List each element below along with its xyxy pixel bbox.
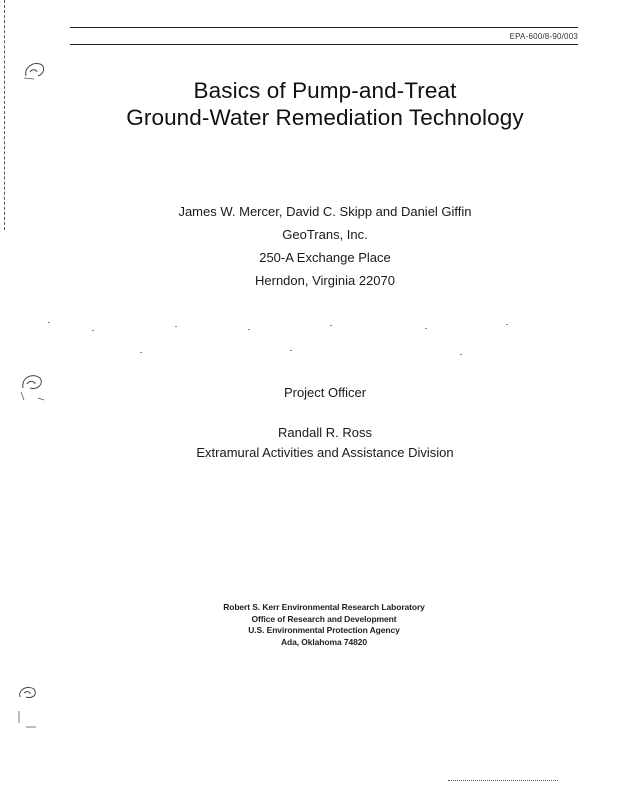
author-street-address: 250-A Exchange Place bbox=[259, 250, 391, 265]
project-officer-heading: Project Officer bbox=[283, 385, 367, 400]
project-officer-block bbox=[0, 383, 618, 463]
scan-speckle bbox=[48, 322, 50, 323]
laboratory-name: Robert S. Kerr Environmental Research Laboratory bbox=[223, 602, 425, 612]
document-title bbox=[0, 77, 618, 131]
author-names: James W. Mercer, David C. Skipp and Daniel Giffin bbox=[178, 204, 472, 219]
title-line-2: Ground-Water Remediation Technology bbox=[126, 105, 524, 130]
scan-speckle bbox=[330, 325, 332, 326]
laboratory-office: Office of Research and Development bbox=[251, 613, 397, 624]
scan-speckle bbox=[248, 329, 250, 330]
laboratory-address-block bbox=[0, 602, 618, 648]
title-line-1: Basics of Pump-and-Treat bbox=[193, 78, 457, 103]
scan-speckle bbox=[140, 352, 142, 353]
scan-speckle bbox=[460, 354, 462, 355]
project-officer-name: Randall R. Ross bbox=[278, 425, 372, 440]
top-rule bbox=[70, 27, 578, 28]
report-number: EPA-600/8-90/003 bbox=[509, 32, 578, 41]
scan-speckle bbox=[506, 324, 508, 325]
authors-block bbox=[0, 200, 618, 292]
author-organization: GeoTrans, Inc. bbox=[282, 227, 368, 242]
header-rule bbox=[70, 44, 578, 45]
scan-speckle bbox=[175, 326, 177, 327]
scan-speckle bbox=[290, 350, 292, 351]
scan-speckle bbox=[425, 328, 427, 329]
scan-footer-marks bbox=[448, 780, 558, 781]
scan-speckle bbox=[92, 330, 94, 331]
laboratory-agency: U.S. Environmental Protection Agency bbox=[248, 625, 400, 635]
punch-hole-mark-bottom bbox=[16, 683, 42, 733]
project-officer-division: Extramural Activities and Assistance Division bbox=[196, 445, 454, 460]
author-city: Herndon, Virginia 22070 bbox=[255, 273, 395, 288]
laboratory-city: Ada, Oklahoma 74820 bbox=[281, 636, 367, 647]
